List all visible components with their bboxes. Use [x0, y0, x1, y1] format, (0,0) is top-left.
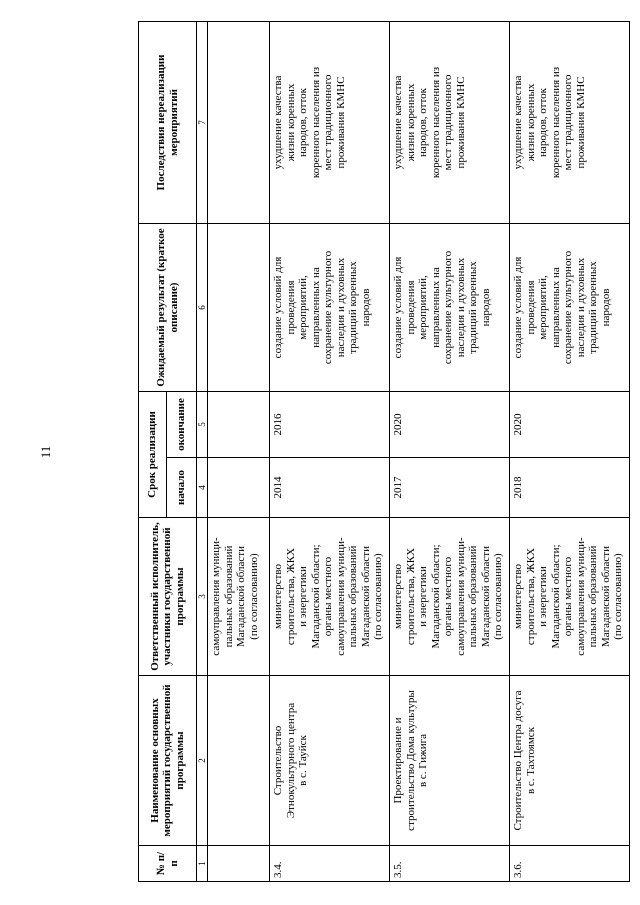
header-end: окончание — [167, 391, 197, 457]
cell-executor: министерство строительства, ЖКХ и энергетики Магаданской области; органы местного самоуправления муници- пальных образований Магаданской области (по согласованию) — [390, 518, 510, 676]
cell-start: 2014 — [270, 458, 390, 518]
header-start: начало — [167, 458, 197, 518]
column-number: 1 — [197, 846, 208, 882]
header-executor: Ответственный исполнитель, участники государственной программы — [139, 518, 197, 676]
cell-executor: министерство строительства, ЖКХ и энергетики Магаданской области; органы местного самоуправления муници- пальных образований Магаданской области (по согласованию) — [270, 518, 390, 676]
rotated-table-container — [138, 22, 624, 882]
header-num: № п/п — [139, 846, 197, 882]
table-row — [390, 21, 510, 881]
header-term: Срок реализации — [139, 391, 167, 517]
header-consequences: Последствия нереализации мероприятий — [139, 21, 197, 223]
cell-executor: самоуправления муници- пальных образований Магаданской области (по согласованию) — [208, 518, 270, 676]
cell-num: 3.6. — [510, 846, 630, 882]
column-number: 2 — [197, 676, 208, 846]
program-measures-table — [138, 21, 630, 882]
cell-start — [208, 458, 270, 518]
cell-consequences: ухудшение качества жизни коренных народов, отток коренного населения из мест традиционного проживания КМНС — [390, 21, 510, 223]
cell-consequences: ухудшение качества жизни коренных народов, отток коренного населения из мест традиционного проживания КМНС — [270, 21, 390, 223]
header-name: Наименование основных мероприятий государственной программы — [139, 676, 197, 846]
cell-name — [208, 676, 270, 846]
column-number: 3 — [197, 518, 208, 676]
cell-start: 2018 — [510, 458, 630, 518]
cell-num — [208, 846, 270, 882]
table-row — [510, 21, 630, 881]
column-number: 4 — [197, 458, 208, 518]
cell-name: Проектирование и строительство Дома культуры в с. Гижига — [390, 676, 510, 846]
table-header — [139, 21, 208, 881]
cell-result: создание условий для проведения мероприятий, направленных на сохранение культурного наследия и духовных традиций коренных народов — [270, 223, 390, 391]
cell-num: 3.5. — [390, 846, 510, 882]
cell-name: Строительство Центра досуга в с. Тахтоямск — [510, 676, 630, 846]
header-result: Ожидаемый результат (краткое описание) — [139, 223, 197, 391]
cell-name: Строительство Этнокультурного центра в с. Тауйск — [270, 676, 390, 846]
page-number: 11 — [38, 445, 53, 459]
cell-consequences: ухудшение качества жизни коренных народов, отток коренного населения из мест традиционного проживания КМНС — [510, 21, 630, 223]
continuation-row — [208, 21, 270, 881]
cell-end — [208, 391, 270, 457]
column-number: 7 — [197, 21, 208, 223]
cell-end: 2020 — [390, 391, 510, 457]
cell-start: 2017 — [390, 458, 510, 518]
column-number-row — [197, 21, 208, 881]
table-row — [270, 21, 390, 881]
cell-end: 2020 — [510, 391, 630, 457]
cell-result: создание условий для проведения мероприятий, направленных на сохранение культурного наследия и духовных традиций коренных народов — [510, 223, 630, 391]
cell-result: создание условий для проведения мероприятий, направленных на сохранение культурного наследия и духовных традиций коренных народов — [390, 223, 510, 391]
table-body — [208, 21, 630, 881]
cell-executor: министерство строительства, ЖКХ и энергетики Магаданской области; органы местного самоуправления муници- пальных образований Магаданской области (по согласованию) — [510, 518, 630, 676]
cell-num: 3.4. — [270, 846, 390, 882]
cell-result — [208, 223, 270, 391]
cell-consequences — [208, 21, 270, 223]
column-number: 6 — [197, 223, 208, 391]
cell-end: 2016 — [270, 391, 390, 457]
column-number: 5 — [197, 391, 208, 457]
